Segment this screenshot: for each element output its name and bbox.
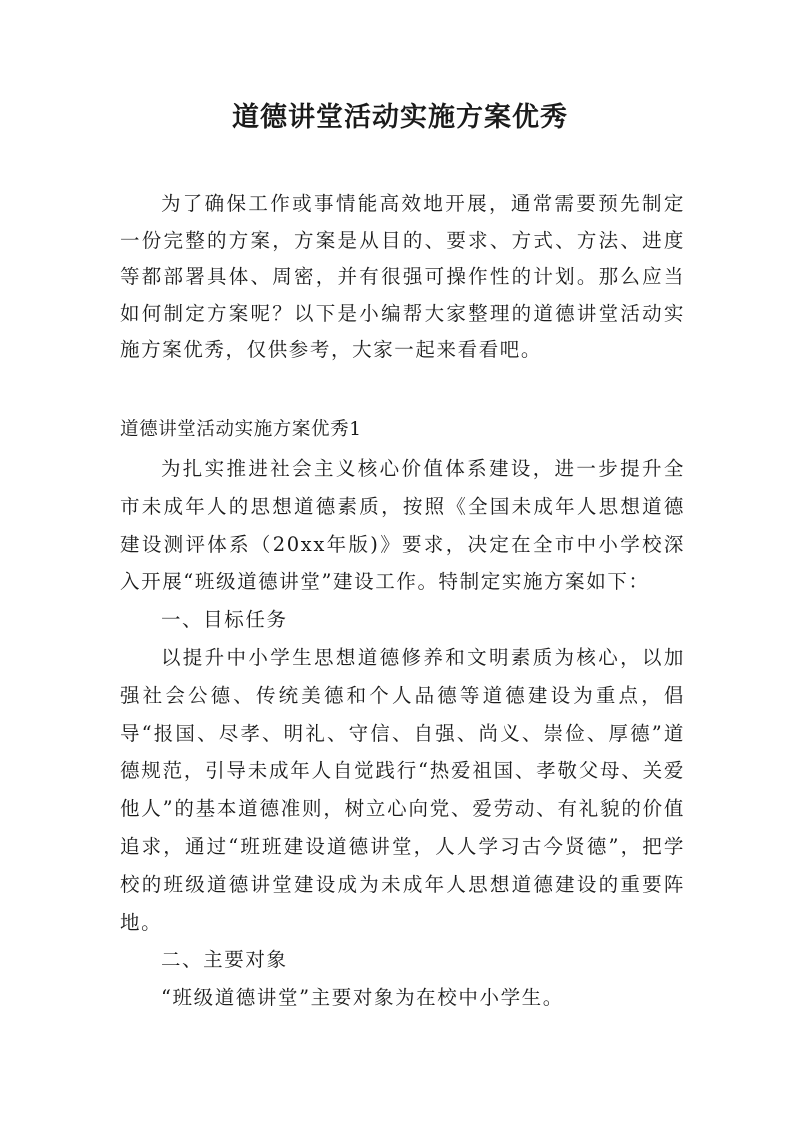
section-body [120, 450, 685, 1017]
subheading-goals: 一、目标任务 [160, 608, 288, 632]
document-title: 道德讲堂活动实施方案优秀 [232, 102, 568, 133]
subheading-targets: 二、主要对象 [160, 948, 288, 972]
intro-paragraph: 为了确保工作或事情能高效地开展，通常需要预先制定一份完整的方案，方案是从目的、要求、方式、方法、进度等都部署具体、周密，并有很强可操作性的计划。那么应当如何制定方案呢？以下是小编帮大家整理的道德讲堂活动实施方案优秀，仅供参考，大家一起来看看吧。 [120, 192, 685, 361]
section-heading: 道德讲堂活动实施方案优秀1 [120, 419, 362, 440]
body-paragraph: 以提升中小学生思想道德修养和文明素质为核心，以加强社会公德、传统美德和个人品德等道德建设为重点，倡导“报国、尽孝、明礼、守信、自强、尚义、崇俭、厚德”道德规范，引导未成年人自觉践行“热爱祖国、孝敬父母、关爱他人”的基本道德准则，树立心向党、爱劳动、有礼貌的价值追求，通过“班班建设道德讲堂，人人学习古今贤德”，把学校的班级道德讲堂建设成为未成年人思想道德建设的重要阵地。 [120, 645, 685, 934]
body-paragraph: 为扎实推进社会主义核心价值体系建设，进一步提升全市未成年人的思想道德素质，按照《全国未成年人思想道德建设测评体系（20xx年版)》要求，决定在全市中小学校深入开展“班级道德讲堂”建设工作。特制定实施方案如下： [120, 457, 685, 594]
body-paragraph: “班级道德讲堂”主要对象为在校中小学生。 [160, 986, 564, 1010]
